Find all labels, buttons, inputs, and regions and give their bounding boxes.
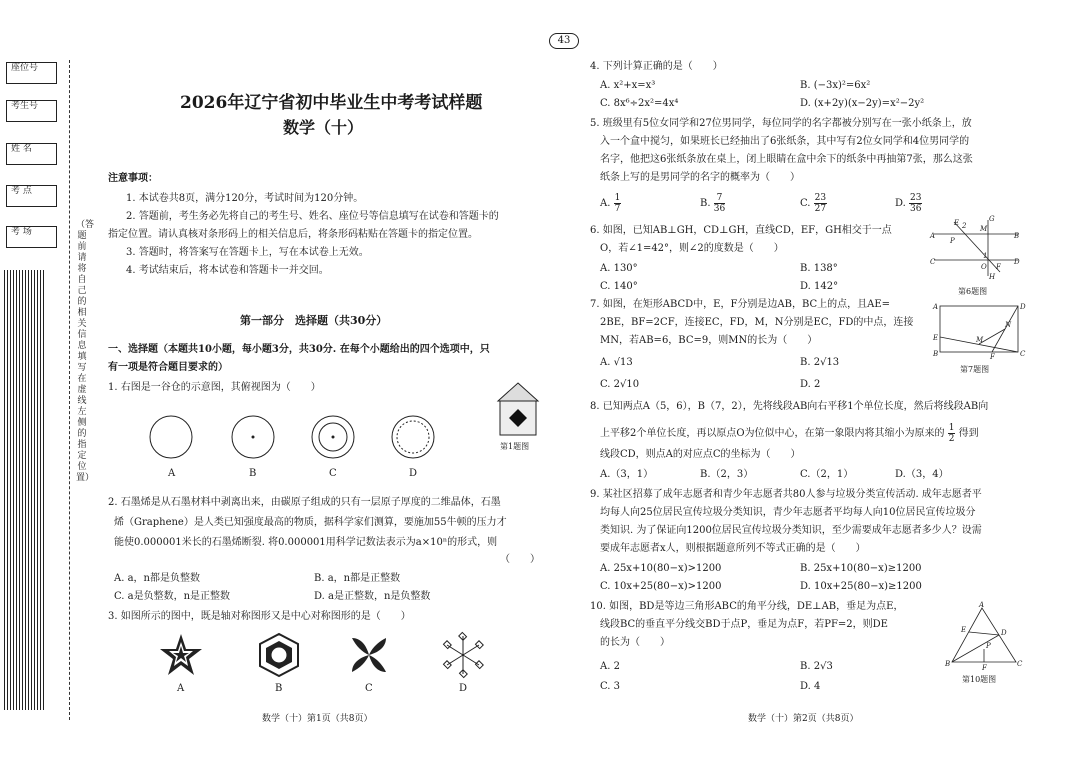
q7-figure	[932, 300, 1024, 360]
q7-line3: MN，若AB=6，BC=9，则MN的长为（ ）	[600, 335, 818, 346]
q5-line2: 入一个盒中搅匀，如果班长已经抽出了6张纸条，其中写有2位女同学和4位男同学的	[600, 136, 970, 147]
q9-option-b: B. 25x+10(80−x)≥1200	[800, 563, 922, 574]
q6-option-b: B. 138°	[800, 263, 838, 274]
q1-caption: 第1题图	[500, 442, 530, 451]
exam-subtitle: 数学（十）	[283, 118, 364, 137]
q10-figure	[944, 601, 1024, 672]
q4-option-c: C. 8x⁶÷2x²=4x⁴	[600, 98, 679, 109]
q8-line2: 上平移2个单位长度，再以原点O为位似中心，在第一象限内将其缩小为原来的 $\frac{1}{2}$ 得到	[600, 423, 979, 444]
q10-line2: 线段BC的垂直平分线交BD于点P，垂足为点F，若PF=2，则DE	[600, 619, 888, 630]
q1-option-d-figure	[390, 414, 436, 460]
q9-option-d: D. 10x+25(80−x)≥1200	[800, 581, 922, 592]
q2-paren: （ ）	[500, 554, 540, 565]
q1-label-c: C	[329, 468, 337, 479]
q1-stem: 1. 右图是一谷仓的示意图，其俯视图为（ ）	[108, 382, 321, 393]
q7-label-n: N	[1005, 321, 1012, 329]
q6-caption: 第6题图	[958, 287, 988, 296]
binding-sidebar	[0, 0, 72, 763]
q10-label-d: D	[1001, 629, 1007, 637]
q3-hexagon-figure	[256, 632, 302, 678]
notice-item-3: 3. 答题时，将答案写在答题卡上，写在本试卷上无效。	[126, 247, 369, 258]
q7-label-a: A	[933, 303, 939, 311]
q2-line1: 2. 石墨烯是从石墨材料中剥离出来，由碳原子组成的只有一层原子厚度的二维晶体，石墨	[108, 497, 501, 508]
q6-label-e: E	[954, 219, 960, 227]
q7-label-f: F	[990, 353, 995, 361]
q6-label-1: 1	[983, 252, 988, 260]
part1-title: 第一部分 选择题（共30分）	[240, 314, 388, 327]
q10-line3: 的长为（ ）	[600, 637, 670, 648]
q5-line4: 纸条上写的是男同学的名字的概率为（ ）	[600, 172, 800, 183]
q10-label-c: C	[1017, 660, 1023, 668]
q6-label-a: A	[930, 232, 936, 240]
q6-line1: 6. 如图，已知AB⊥GH，CD⊥GH，直线CD，EF，GH相交于一点	[590, 225, 892, 236]
name-field: 姓 名	[6, 143, 57, 165]
q8-option-b: B.（2，3）	[700, 469, 754, 480]
q9-line4: 要成年志愿者x人，则根据题意所列不等式正确的是（ ）	[600, 543, 866, 554]
q2-option-d: D. a是正整数，n是负整数	[314, 591, 431, 602]
notice-item-2: 2. 答题前，考生务必先将自己的考生号、姓名、座位号等信息填写在试卷和答题卡的	[126, 211, 499, 222]
q2-option-b: B. a，n都是正整数	[314, 573, 401, 584]
q9-line2: 均每人向25位居民宣传垃圾分类知识，青少年志愿者平均每人向10位居民宣传垃圾分	[600, 507, 976, 518]
q6-label-o: O	[981, 263, 987, 271]
q10-option-c: C. 3	[600, 681, 621, 692]
q3-stem: 3. 如图所示的图中，既是轴对称图形又是中心对称图形的是（ ）	[108, 611, 411, 622]
q10-label-p: P	[986, 642, 991, 650]
q10-label-e: E	[961, 626, 967, 634]
q7-option-b: B. 2√13	[800, 357, 840, 368]
candidate-number-field: 考生号	[6, 100, 57, 122]
q8-option-c: C.（2，1）	[800, 469, 854, 480]
q8-line1: 8. 已知两点A（5，6），B（7，2），先将线段AB向右平移1个单位长度，然后将线段AB向	[590, 401, 989, 412]
page-badge: 43	[549, 33, 579, 49]
q6-figure	[930, 214, 1022, 280]
q2-line3: 能使0.000001米长的石墨烯断裂. 将0.000001用科学记数法表示为a×10ⁿ的形式，则	[114, 537, 498, 548]
q7-line2: 2BE，BF=2CF，连接EC，FD，M，N分别是EC，FD的中点，连接	[600, 317, 914, 328]
q1-label-b: B	[249, 468, 257, 479]
q5-line3: 名字，他把这6张纸条放在桌上，闭上眼睛在盒中余下的纸条中再抽第7张，那么这张	[600, 154, 973, 165]
q7-option-d: D. 2	[800, 379, 821, 390]
q10-option-a: A. 2	[600, 661, 620, 672]
q1-label-d: D	[409, 468, 418, 479]
q3-label-b: B	[275, 683, 283, 694]
footer-right: 数学（十）第2页（共8页）	[748, 714, 859, 724]
q8-line3: 线段CD，则点A的对应点C的坐标为（ ）	[600, 449, 801, 460]
q6-line2: O，若∠1=42°，则∠2的度数是（ ）	[600, 243, 784, 254]
q6-label-2: 2	[962, 222, 967, 230]
q3-snowflake-figure	[440, 632, 486, 678]
q10-label-f: F	[982, 664, 987, 672]
q6-option-a: A. 130°	[600, 263, 638, 274]
q4-option-d: D. (x+2y)(x−2y)=x²−2y²	[800, 98, 925, 109]
q6-label-f: F	[996, 263, 1001, 271]
q2-option-a: A. a，n都是负整数	[114, 573, 200, 584]
q6-label-p: P	[950, 237, 955, 245]
q7-label-b: B	[933, 350, 939, 358]
q4-option-b: B. (−3x)²=6x²	[800, 80, 871, 91]
q7-option-a: A. √13	[600, 357, 633, 368]
q10-line1: 10. 如图，BD是等边三角形ABC的角平分线，DE⊥AB，垂足为点E，	[590, 601, 904, 612]
q6-option-d: D. 142°	[800, 281, 839, 292]
q6-label-h: H	[989, 273, 996, 281]
vertical-notice: （答题前请将自己的相关信息填写在虚线左侧的指定位置）	[76, 220, 95, 483]
q6-label-c: C	[930, 258, 936, 266]
q5-option-c: C. $\frac{23}{27}$	[800, 193, 827, 214]
exam-site-field: 考 点	[6, 185, 57, 207]
barcode-hatch	[4, 270, 44, 710]
q10-label-b: B	[945, 660, 951, 668]
notice-heading: 注意事项：	[108, 173, 158, 184]
q3-label-d: D	[459, 683, 468, 694]
notice-item-1: 1. 本试卷共8页，满分120分，考试时间为120分钟。	[126, 193, 364, 204]
q8-option-d: D.（3，4）	[895, 469, 949, 480]
cut-line	[69, 60, 70, 720]
notice-item-2b: 指定位置。请认真核对条形码上的相关信息后，将条形码粘贴在答题卡的指定位置。	[108, 229, 478, 240]
q5-line1: 5. 班级里有5位女同学和27位男同学，每位同学的名字都被分别写在一张小纸条上，放	[590, 118, 972, 129]
q7-option-c: C. 2√10	[600, 379, 640, 390]
q6-label-b: B	[1014, 232, 1020, 240]
q6-label-m: M	[980, 225, 988, 233]
q9-line3: 类知识. 为了保证向1200位居民宣传垃圾分类知识，至少需要成年志愿者多少人？设需	[600, 525, 982, 536]
q8-option-a: A.（3，1）	[600, 469, 654, 480]
q7-line1: 7. 如图，在矩形ABCD中，E，F分别是边AB，BC上的点，且AE=	[590, 299, 891, 310]
q6-label-d: D	[1014, 258, 1020, 266]
q7-caption: 第7题图	[960, 365, 990, 374]
q2-line2: 烯（Graphene）是人类已知强度最高的物质，据科学家们测算，要施加55牛顿的压力才	[114, 517, 507, 528]
q6-label-g: G	[989, 215, 995, 223]
q1-option-b-figure	[230, 414, 276, 460]
q9-option-a: A. 25x+10(80−x)>1200	[600, 563, 722, 574]
q10-option-b: B. 2√3	[800, 661, 833, 672]
q1-label-a: A	[168, 468, 176, 479]
q6-option-c: C. 140°	[600, 281, 638, 292]
q2-option-c: C. a是负整数，n是正整数	[114, 591, 231, 602]
notice-item-4: 4. 考试结束后，将本试卷和答题卡一并交回。	[126, 265, 329, 276]
q9-line1: 9. 某社区招募了成年志愿者和青少年志愿者共80人参与垃圾分类宣传活动. 成年志愿者平	[590, 489, 982, 500]
section1-heading: 一、选择题（本题共10小题，每小题3分，共30分. 在每个小题给出的四个选项中，只	[108, 344, 490, 355]
q5-option-b: B. $\frac{7}{36}$	[700, 193, 726, 214]
footer-left: 数学（十）第1页（共8页）	[262, 714, 373, 724]
q3-star-figure	[158, 632, 204, 678]
q7-label-e: E	[933, 334, 939, 342]
section1-heading-2: 有一项是符合题目要求的）	[108, 362, 228, 373]
q1-option-c-figure	[310, 414, 356, 460]
q1-option-a-figure	[148, 414, 194, 460]
q4-option-a: A. x²+x=x³	[600, 80, 656, 91]
exam-room-field: 考 场	[6, 226, 57, 248]
q9-option-c: C. 10x+25(80−x)>1200	[600, 581, 722, 592]
q3-label-c: C	[365, 683, 373, 694]
q7-label-d: D	[1020, 303, 1026, 311]
granary-figure	[496, 381, 540, 439]
seat-number-field: 座位号	[6, 62, 57, 84]
q5-option-d: D. $\frac{23}{36}$	[895, 193, 922, 214]
q10-label-a: A	[979, 601, 985, 609]
q5-option-a: A. $\frac{1}{7}$	[600, 193, 621, 214]
q3-label-a: A	[177, 683, 185, 694]
q4-stem: 4. 下列计算正确的是（ ）	[590, 61, 723, 72]
q7-label-m: M	[976, 336, 984, 344]
q10-option-d: D. 4	[800, 681, 821, 692]
q3-pinwheel-figure	[346, 632, 392, 678]
q10-caption: 第10题图	[962, 675, 997, 684]
q7-label-c: C	[1020, 350, 1026, 358]
exam-title: 2026年辽宁省初中毕业生中考考试样题	[180, 93, 483, 113]
